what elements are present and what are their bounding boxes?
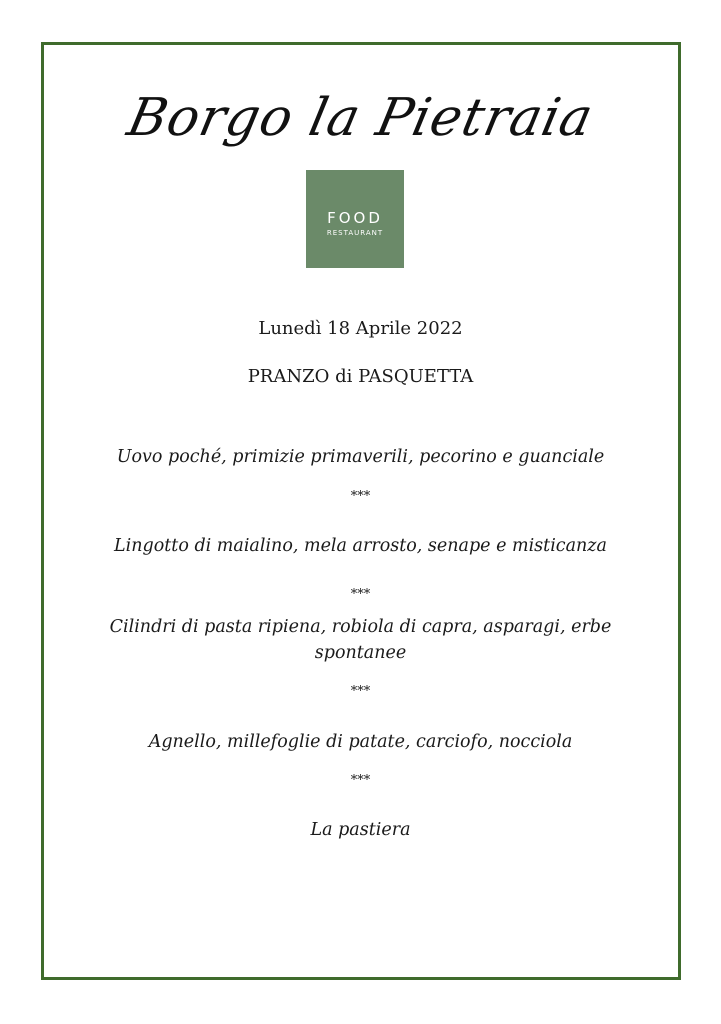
brand-script-title: Borgo la Pietraia	[122, 88, 599, 148]
food-restaurant-logo	[306, 170, 404, 268]
menu-course-3: Cilindri di pasta ripiena, robiola di capra, asparagi, erbe spontanee	[109, 617, 612, 663]
logo-restaurant-text: RESTAURANT	[326, 229, 384, 237]
course-separator: ***	[350, 489, 371, 504]
course-separator: ***	[350, 773, 371, 788]
logo-food-text: FOOD	[327, 209, 383, 227]
course-separator: ***	[350, 684, 371, 699]
course-separator: ***	[350, 587, 371, 602]
menu-course-5: La pastiera	[310, 820, 411, 840]
menu-course-1: Uovo poché, primizie primaverili, pecorino e guanciale	[116, 447, 605, 467]
menu-course-2: Lingotto di maialino, mela arrosto, senape e misticanza	[114, 536, 607, 556]
event-date: Lunedì 18 Aprile 2022	[258, 318, 463, 339]
menu-course-4: Agnello, millefoglie di patate, carciofo, nocciola	[148, 732, 573, 752]
event-title: PRANZO di PASQUETTA	[247, 366, 474, 387]
